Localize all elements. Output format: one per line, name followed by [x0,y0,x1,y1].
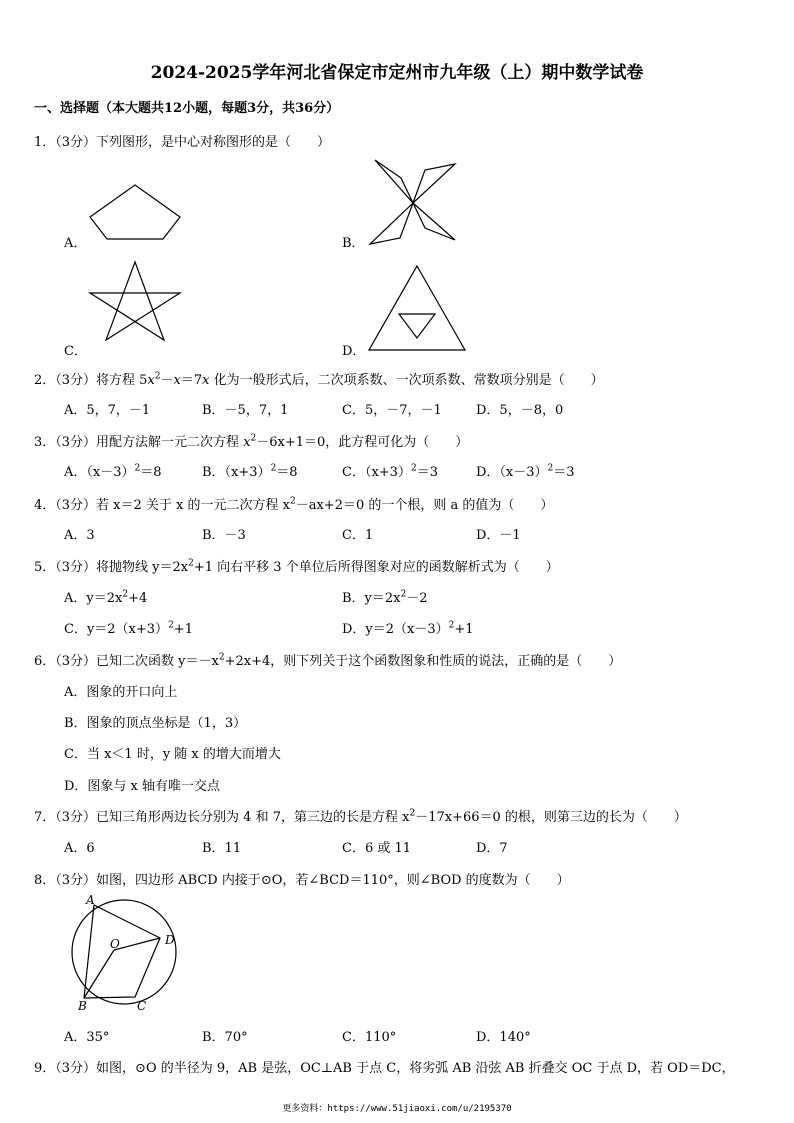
stem-var: x [243,435,251,450]
q8-option-b: B．70° [202,1030,248,1045]
stem-sup: 2 [188,558,194,569]
question-number: 1．（3分） [34,135,97,150]
stem-text: －6x+1＝0，此方程可化为（ ） [256,435,469,450]
stem-text: －17x+66＝0 的根，则第三边的长为（ ） [415,810,687,825]
pinwheel-figure [365,158,465,248]
quadrilateral-abcd [84,905,160,998]
star-figure [88,262,183,342]
stem-sup: 2 [409,808,416,819]
stem-text: 已知三角形两边长分别为 4 和 7，第三边的长是方程 x [96,810,410,825]
point-d-label: D [165,933,175,947]
question-4 [34,494,553,513]
q8-option-d: D．140° [476,1030,531,1045]
q2-option-b: B．－5，7，1 [202,403,289,418]
stem-text: － [160,373,174,388]
question-3 [34,431,468,450]
question-number: 2．（3分） [34,373,97,388]
point-o-label: O [110,937,120,951]
stem-text: ＝7 [180,373,203,388]
question-2 [34,369,604,388]
star-shape [90,262,180,340]
option-a-label: A． [64,236,87,251]
stem-text: 如图，四边形 ABCD 内接于⊙O，若∠BCD＝110°，则∠BOD 的度数为（ ） [96,873,570,888]
question-number: 4．（3分） [34,498,97,513]
blade-4 [370,203,413,244]
blade-1 [375,160,413,203]
question-stem: 下列图形，是中心对称图形的是（ ） [96,135,331,150]
pentagon-figure [85,183,185,243]
question-6 [34,650,621,669]
question-5 [34,556,559,575]
question-9 [34,1057,735,1076]
page-title: 2024-2025学年河北省保定市定州市九年级（上）期中数学试卷 [150,63,644,83]
q2-option-c: C．5，－7，－1 [342,403,442,418]
point-b-label: B [78,999,87,1013]
stem-sup: 2 [250,433,257,444]
q5-option-d: D．$y=2(x-3)^2+1$ [342,620,474,637]
stem-text: 将抛物线 y＝2x [96,560,189,575]
q6-option-d: D．图象与 x 轴有唯一交点 [64,779,221,794]
stem-text: 化为一般形式后，二次项系数、一次项系数、常数项分别是（ ） [209,373,604,388]
q3-option-d: D．$(x-3)^2=3$ [476,463,575,480]
q8-option-c: C．110° [342,1030,397,1045]
q7-option-d: D．7 [476,841,508,856]
segment-od [114,938,160,950]
q4-option-c: C．1 [342,528,374,543]
q3-option-a: A．$(x-3)^2=8$ [64,463,162,480]
question-number: 3．（3分） [34,435,97,450]
option-c-label: C． [64,344,87,359]
question-7 [34,806,687,825]
stem-text: 已知二次函数 y＝－x [96,654,219,669]
q5-option-a: A．$y=2x^2+4$ [64,589,148,606]
triangle-figure [367,266,467,352]
stem-var: x [147,373,155,388]
option-b-label: B． [342,236,365,251]
option-d-label: D． [342,344,366,359]
question-number: 9．（3分） [34,1061,97,1076]
blade-3 [413,203,455,240]
question-number: 8．（3分） [34,873,97,888]
circle-o [72,900,176,1004]
q6-option-c: C．当 x＜1 时，y 随 x 的增大而增大 [64,747,281,762]
q7-option-c: C．6 或 11 [342,841,412,856]
q4-option-b: B．－3 [202,528,246,543]
question-number: 7．（3分） [34,810,97,825]
q2-option-d: D．5，－8，0 [476,403,564,418]
stem-sup: 2 [289,496,296,507]
q4-option-a: A．3 [64,528,95,543]
footer-source-link[interactable]: 更多资料：https://www.51jiaoxi.com/u/2195370 [282,1104,512,1114]
stem-text: +2x+4，则下列关于这个函数图象和性质的说法，正确的是（ ） [224,654,622,669]
q2-option-a: A．5，7，－1 [64,403,151,418]
question-1 [34,131,330,150]
q7-option-a: A．6 [64,841,95,856]
q5-option-c: C．$y=2(x+3)^2+1$ [64,620,193,637]
stem-text: +1 向右平移 3 个单位后所得图象对应的函数解析式为（ ） [193,560,559,575]
question-8 [34,869,570,888]
stem-sup: 2 [154,371,161,382]
q5-option-b: B．$y=2x^2-2$ [342,589,428,606]
question-number: 5．（3分） [34,560,97,575]
stem-text: 用配方法解一元二次方程 [96,435,244,450]
stem-var: x [202,373,210,388]
point-a-label: A [86,893,95,907]
circle-quadrilateral-figure [60,892,190,1017]
q6-option-b: B．图象的顶点坐标是（1，3） [64,716,247,731]
q6-option-a: A．图象的开口向上 [64,685,178,700]
q7-option-b: B．11 [202,841,242,856]
q3-option-b: B．$(x+3)^2=8$ [202,463,298,480]
stem-sup: 2 [218,652,225,663]
stem-text: 若 x＝2 关于 x 的一元二次方程 x [96,498,290,513]
question-number: 6．（3分） [34,654,97,669]
stem-text: －ax+2＝0 的一个根，则 a 的值为（ ） [295,498,554,513]
stem-text: 如图，⊙O 的半径为 9，AB 是弦，OC⊥AB 于点 C，将劣弧 AB 沿弦 AB 折叠交 OC 于点 D，若 OD＝DC， [96,1061,735,1076]
pentagon-shape [90,185,180,239]
point-c-label: C [137,999,147,1013]
stem-text: 将方程 5 [96,373,148,388]
q4-option-d: D．－1 [476,528,521,543]
q8-option-a: A．35° [64,1030,110,1045]
inner-triangle [399,314,435,338]
stem-var: x [173,373,181,388]
blade-2 [413,164,455,203]
q3-option-c: C．$(x+3)^2=3$ [342,463,438,480]
section-heading: 一、选择题（本大题共12小题，每题3分，共36分） [34,101,340,116]
